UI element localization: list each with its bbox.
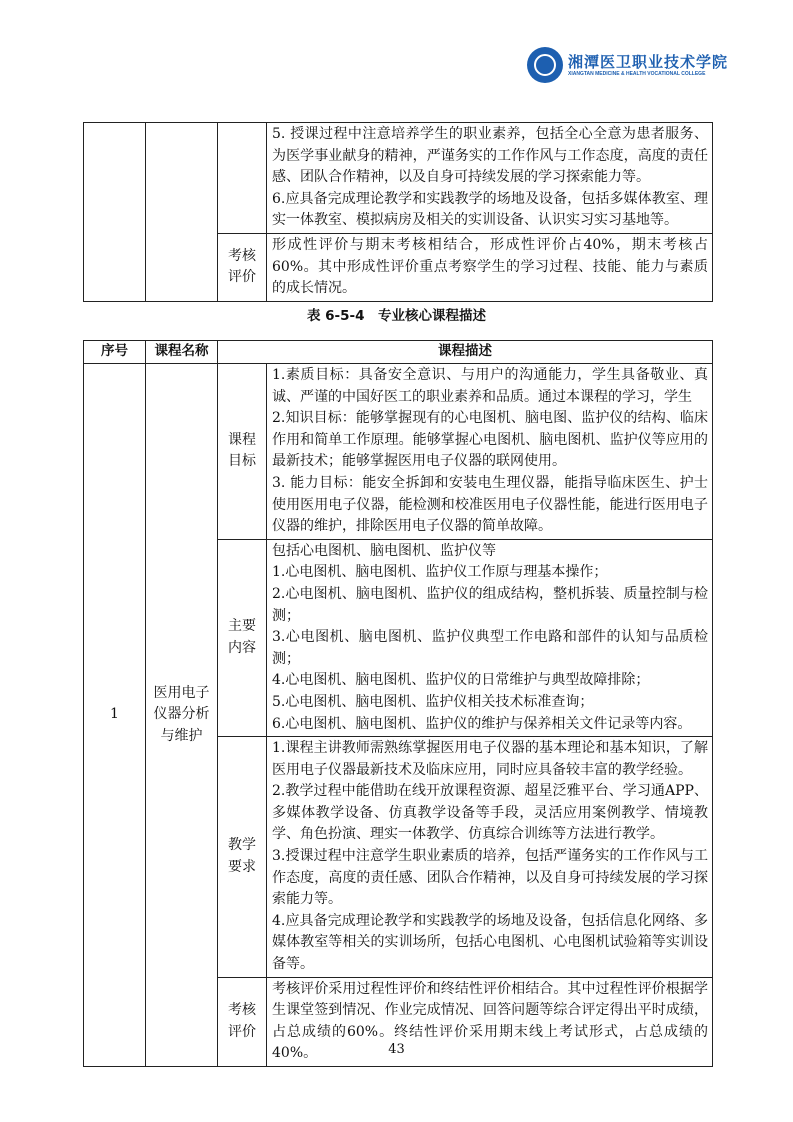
row-label: 考核评价 [218,977,267,1066]
logo-english-name: XIANGTAN MEDICINE & HEALTH VOCATIONAL COLLEGE [568,70,706,77]
table-row [84,123,713,234]
college-logo [527,47,728,83]
row-description: 形成性评价与期末考核相结合，形成性评价占40%，期末考核占60%。其中形成性评价重点考察学生的学习过程、技能、能力与素质的成长情况。 [267,233,713,301]
row-label: 教学要求 [218,737,267,978]
header-desc: 课程描述 [218,341,713,364]
previous-course-table [83,122,713,302]
core-course-table [83,340,713,1067]
page-number: 43 [388,1042,405,1057]
table-caption: 表 6-5-4 专业核心课程描述 [306,308,487,324]
logo-chinese-name: 湘潭医卫职业技术学院 [568,52,729,71]
row-description: 包括心电图机、脑电图机、监护仪等 1.心电图机、脑电图机、监护仪工作原与理基本操作； 2.心电图机、脑电图机、监护仪的组成结构，整机拆装、质量控制与检测； 3.心电图机、脑电图机、监护仪典型工作电路和部件的认知与品质检测； 4.心电图机、脑电图机、监护仪的日常维护与典型故障排除； 5.心电图机、脑电图机、监护仪相关技术标准查询； 6.心电图机、脑电图机、监护仪的维护与保养相关文件记录等内容。 [267,539,713,736]
row-label: 主要内容 [218,539,267,736]
college-seal-icon [527,47,563,83]
header-no: 序号 [84,341,146,364]
row-description: 5. 授课过程中注意培养学生的职业素养，包括全心全意为患者服务、为医学事业献身的精神，严谨务实的工作作风与工作态度，高度的责任感、团队合作精神，以及自身可持续发展的学习探索能力等。 6.应具备完成理论教学和实践教学的场地及设备，包括多媒体教室、理实一体教室、模拟病房及相关的实训设备、认识实习实习基地等。 [267,123,713,234]
row-label: 课程目标 [218,364,267,540]
row-label: 考核评价 [218,233,267,301]
row-description: 1.素质目标：具备安全意识、与用户的沟通能力，学生具备敬业、真诚、严谨的中国好医工的职业素养和品质。通过本课程的学习，学生 2.知识目标：能够掌握现有的心电图机、脑电图、监护仪的结构、临床作用和简单工作原理。能够掌握心电图机、脑电图机、监护仪等应用的最新技术；能够掌握医用电子仪器的联网使用。 3. 能力目标：能安全拆卸和安装电生理仪器，能指导临床医生、护士使用医用电子仪器，能检测和校准医用电子仪器性能，能进行医用电子仪器的维护，排除医用电子仪器的简单故障。 [267,364,713,540]
course-number: 1 [84,364,146,1067]
table-row [84,364,713,540]
row-description: 1.课程主讲教师需熟练掌握医用电子仪器的基本理论和基本知识，了解医用电子仪器最新技术及临床应用，同时应具备较丰富的教学经验。 2.教学过程中能借助在线开放课程资源、超星泛雅平台、学习通APP、多媒体教学设备、仿真教学设备等手段，灵活应用案例教学、情境教学、角色扮演、理实一体教学、仿真综合训练等方法进行教学。 3.授课过程中注意学生职业素质的培养，包括严谨务实的工作作风与工作态度，高度的责任感、团队合作精神，以及自身可持续发展的学习探索能力等。 4.应具备完成理论教学和实践教学的场地及设备，包括信息化网络、多媒体教室等相关的实训场所，包括心电图机、心电图机试验箱等实训设备等。 [267,737,713,978]
table-header-row [84,341,713,364]
row-description: 考核评价采用过程性评价和终结性评价相结合。其中过程性评价根据学生课堂签到情况、作业完成情况、回答问题等综合评定得出平时成绩，占总成绩的60%。终结性评价采用期末线上考试形式，占总成绩的40%。 [267,977,713,1066]
header-name: 课程名称 [146,341,218,364]
course-name: 医用电子仪器分析与维护 [146,364,218,1067]
